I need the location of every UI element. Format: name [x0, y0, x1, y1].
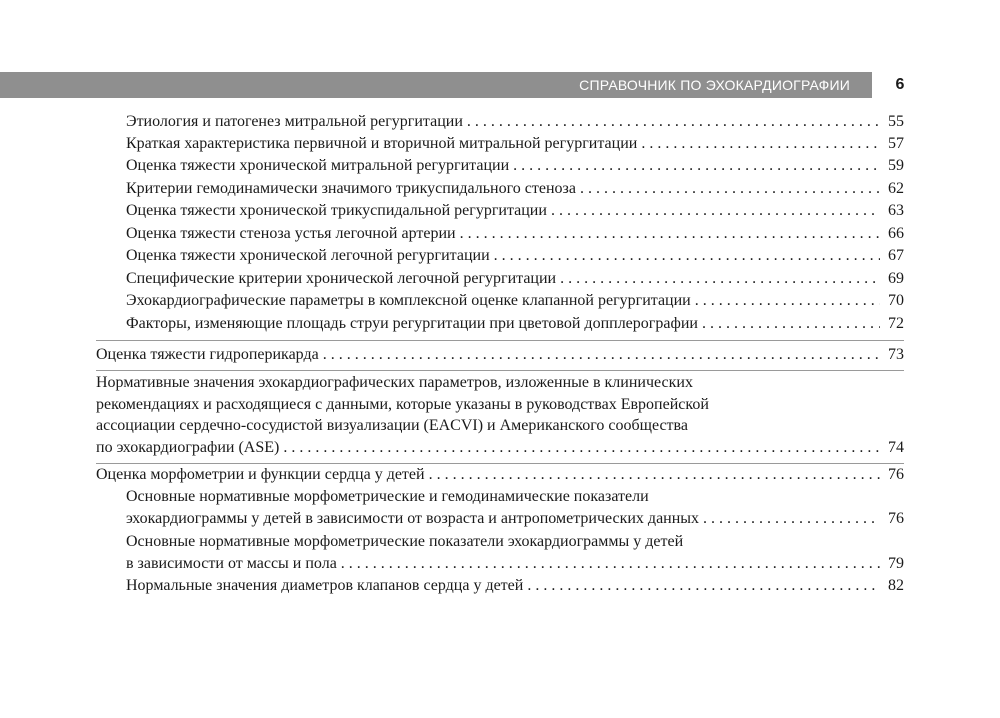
- dot-leader: [494, 245, 880, 267]
- toc-entry-pediatric-valve-diameters[interactable]: Нормальные значения диаметров клапанов сердца у детей . . . 82: [126, 575, 904, 597]
- dot-leader: [513, 155, 880, 177]
- section-divider: [96, 370, 904, 371]
- toc-entry-echo-parameters[interactable]: Эхокардиографические параметры в комплексной оценке клапанной регургитации . . . 70: [126, 290, 904, 312]
- toc-entry-pediatric-morphometry[interactable]: Оценка морфометрии и функции сердца у детей . . . 76: [96, 464, 904, 486]
- dot-leader: [527, 575, 880, 597]
- dot-leader: [695, 290, 880, 312]
- dot-leader: [429, 464, 880, 486]
- dot-leader: [641, 133, 880, 155]
- toc-entry-mitral-characteristics[interactable]: Краткая характеристика первичной и вторичной митральной регургитации . . . 57: [126, 133, 904, 155]
- dot-leader: [551, 200, 880, 222]
- toc-entry-pulmonary-stenosis[interactable]: Оценка тяжести стеноза устья легочной артерии . . . 66: [126, 223, 904, 245]
- dot-leader: [580, 178, 880, 200]
- toc-entry-pulmonary-criteria[interactable]: Специфические критерии хронической легочной регургитации . . . 69: [126, 268, 904, 290]
- section-divider: [96, 340, 904, 341]
- toc-entry-pediatric-mass-sex[interactable]: Основные нормативные морфометрические показатели эхокардиограммы у детей в зависимости от массы и пола . . . 79: [126, 531, 904, 574]
- running-header-title: СПРАВОЧНИК ПО ЭХОКАРДИОГРАФИИ: [579, 77, 850, 93]
- toc-entry-mitral-severity[interactable]: Оценка тяжести хронической митральной регургитации . . . 59: [126, 155, 904, 177]
- toc-entry-normative-values[interactable]: Нормативные значения эхокардиографических параметров, изложенные в клинических рекомендациях и расходящиеся с данными, которые указаны в руководствах Европейской ассоциации сердечно-сосудистой визуализации (EACVI) и Американского сообщества по эхокардиографии (ASE) . . . 74: [96, 372, 904, 458]
- dot-leader: [323, 344, 880, 366]
- dot-leader: [460, 223, 880, 245]
- dot-leader: [702, 313, 880, 335]
- dot-leader: [560, 268, 880, 290]
- dot-leader: [283, 437, 880, 459]
- toc-entry-tricuspid-stenosis[interactable]: Критерии гемодинамически значимого трикуспидального стеноза . . . 62: [126, 178, 904, 200]
- toc-entry-pediatric-hemodynamics[interactable]: Основные нормативные морфометрические и гемодинамические показатели эхокардиограммы у детей в зависимости от возраста и антропометрических данных . . . 76: [126, 486, 904, 529]
- toc-entry-mitral-etiology[interactable]: Этиология и патогенез митральной регургитации . . . 55: [126, 111, 904, 133]
- dot-leader: [703, 508, 880, 530]
- toc-entry-pulmonary-regurgitation[interactable]: Оценка тяжести хронической легочной регургитации . . . 67: [126, 245, 904, 267]
- toc-entry-hydropericardium[interactable]: Оценка тяжести гидроперикарда . . . 73: [96, 344, 904, 366]
- running-header-bar: [0, 72, 872, 98]
- dot-leader: [341, 553, 880, 575]
- toc-entry-tricuspid-regurgitation[interactable]: Оценка тяжести хронической трикуспидальной регургитации . . . 63: [126, 200, 904, 222]
- dot-leader: [467, 111, 880, 133]
- toc-entry-jet-area-factors[interactable]: Факторы, изменяющие площадь струи регургитации при цветовой допплерографии . . . 72: [126, 313, 904, 335]
- page-number: 6: [895, 76, 905, 93]
